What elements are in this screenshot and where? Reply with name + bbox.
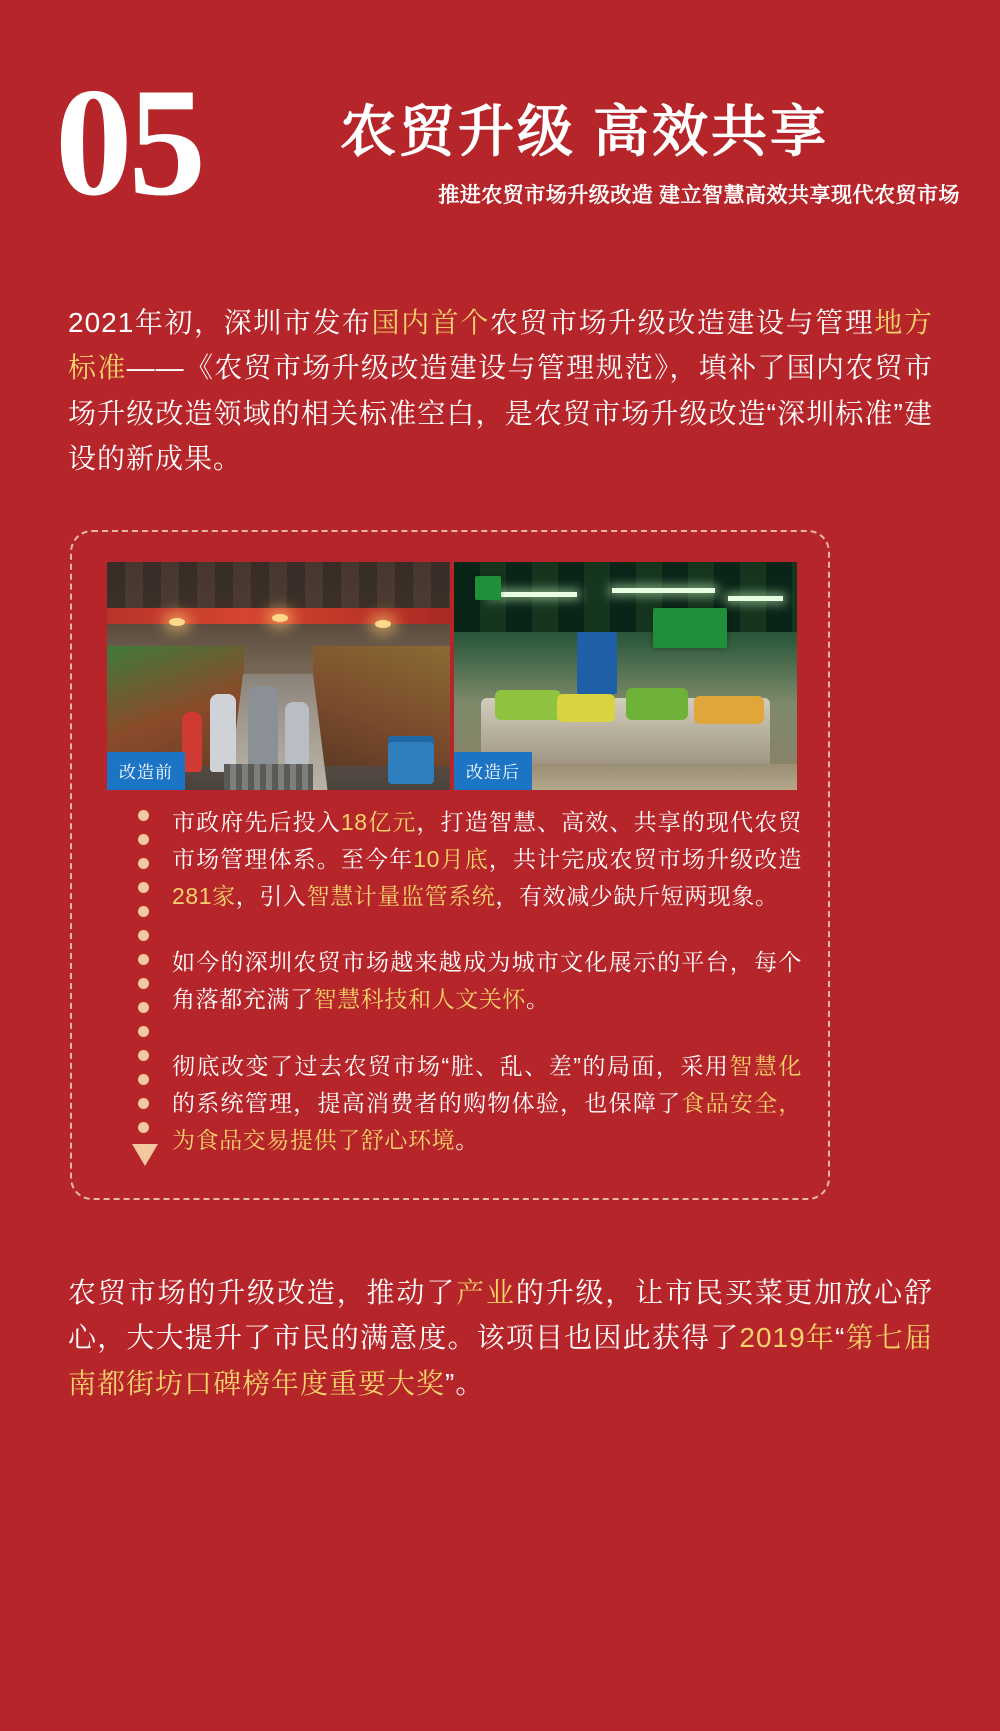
photo-after-caption: 改造后 [454, 752, 532, 790]
photo-before-caption: 改造前 [107, 752, 185, 790]
card-paragraph-text: ，共计完成农贸市场升级改造 [488, 845, 802, 872]
photo-after-produce [694, 696, 764, 724]
card-paragraph-highlight: 281家 [172, 882, 236, 909]
timeline-dot [138, 1074, 149, 1085]
timeline-dot [138, 954, 149, 965]
card-paragraph-text: 彻底改变了过去农贸市场“脏、乱、差”的局面，采用 [172, 1052, 730, 1079]
page-title: 农贸升级 高效共享 [340, 102, 829, 164]
closing-highlight-3: 第七届南都街坊口碑榜年度重要大奖 [68, 1322, 933, 1399]
closing-text-3: “ [835, 1322, 846, 1354]
photo-after-produce [557, 694, 615, 722]
photo-before-shopper [210, 694, 236, 772]
timeline-dot [138, 858, 149, 869]
closing-highlight-2: 2019年 [739, 1322, 836, 1354]
card-paragraph-highlight: 食品安全，为食品交易提供了舒心环境 [172, 1089, 802, 1153]
card-paragraph-highlight: 智慧计量监管系统 [306, 882, 496, 909]
closing-text-1: 农贸市场的升级改造，推动了 [68, 1277, 457, 1308]
card-paragraph [172, 944, 802, 1018]
card-paragraph-text: 。 [455, 1126, 479, 1153]
card-paragraph-highlight: 智慧科技和人文关怀 [313, 986, 527, 1013]
timeline-dot [138, 834, 149, 845]
photo-after-produce [495, 690, 561, 720]
intro-paragraph [68, 300, 933, 481]
photo-after-produce [626, 688, 688, 720]
content-card [70, 530, 830, 1200]
card-paragraph-text: ，有效减少缺斤短两现象。 [495, 882, 779, 909]
timeline-dot [138, 1002, 149, 1013]
card-paragraph-highlight: 18亿元 [340, 809, 417, 835]
photo-before-lamp [169, 618, 185, 626]
timeline-dot [138, 1098, 149, 1109]
closing-paragraph [68, 1270, 933, 1406]
photo-after-sign [475, 576, 501, 600]
closing-text-2: 的升级，让市民买菜更加放心舒心，大大提升了市民的满意度。该项目也因此获得了 [68, 1277, 933, 1354]
card-paragraph [172, 804, 802, 914]
poster-header [55, 56, 960, 265]
card-paragraphs [172, 804, 802, 1158]
photo-after-light [488, 592, 577, 597]
card-paragraph-text: ，引入 [235, 882, 307, 909]
photo-after-kiosk [577, 632, 617, 694]
photo-after-sign [653, 608, 727, 648]
intro-text-2: 农贸市场升级改造建设与管理 [489, 307, 875, 338]
title-block [340, 101, 960, 209]
photo-after-light [728, 596, 783, 601]
timeline-dot [138, 1050, 149, 1061]
photo-before-trash-bin [388, 736, 434, 784]
photo-after-light [612, 588, 715, 593]
photo-before [107, 562, 450, 790]
photo-before-lamp [375, 620, 391, 628]
card-paragraph-text: 。 [526, 986, 550, 1013]
timeline-dot [138, 1026, 149, 1037]
section-number: 05 [55, 56, 202, 228]
card-paragraph [172, 1048, 802, 1158]
photo-before-ceiling [107, 562, 450, 610]
card-paragraph-highlight: 智慧化 [729, 1052, 802, 1079]
closing-highlight-1: 产业 [456, 1277, 516, 1308]
timeline-dot [138, 1122, 149, 1133]
closing-text-4: ”。 [445, 1367, 485, 1399]
timeline-dot [138, 882, 149, 893]
page-subtitle: 推进农贸市场升级改造 建立智慧高效共享现代农贸市场 [438, 183, 960, 208]
photo-before-shopper [248, 686, 278, 772]
card-paragraph-highlight: 10月底 [413, 845, 489, 872]
timeline-connector [134, 810, 154, 1162]
photo-before-floor-grate [224, 764, 313, 790]
intro-highlight-1: 国内首个 [371, 307, 490, 338]
card-paragraph-text: 的系统管理，提高消费者的购物体验，也保障了 [172, 1089, 682, 1116]
intro-text-3: ——《农贸市场升级改造建设与管理规范》，填补了国内农贸市场升级改造领域的相关标准空白，是农贸市场升级改造“深圳标准”建设的新成果。 [68, 352, 933, 475]
card-paragraph-text: ，打造智慧、高效、共享的现代农贸市场管理体系。至今年 [172, 809, 803, 872]
intro-highlight-2: 地方标准 [68, 307, 933, 384]
intro-text-1: 2021年初，深圳市发布 [68, 307, 372, 338]
timeline-dot [138, 906, 149, 917]
photo-before-shopper [182, 712, 202, 772]
photo-comparison [107, 562, 797, 790]
timeline-dot [138, 978, 149, 989]
timeline-dot [138, 930, 149, 941]
photo-before-shopper [285, 702, 309, 772]
card-paragraph-text: 如今的深圳农贸市场越来越成为城市文化展示的平台，每个角落都充满了 [172, 949, 802, 1013]
timeline-dot [138, 810, 149, 821]
timeline-arrow-icon [132, 1144, 158, 1166]
photo-before-lamp [272, 614, 288, 622]
card-paragraph-text: 市政府先后投入 [172, 809, 341, 835]
photo-after [454, 562, 797, 790]
